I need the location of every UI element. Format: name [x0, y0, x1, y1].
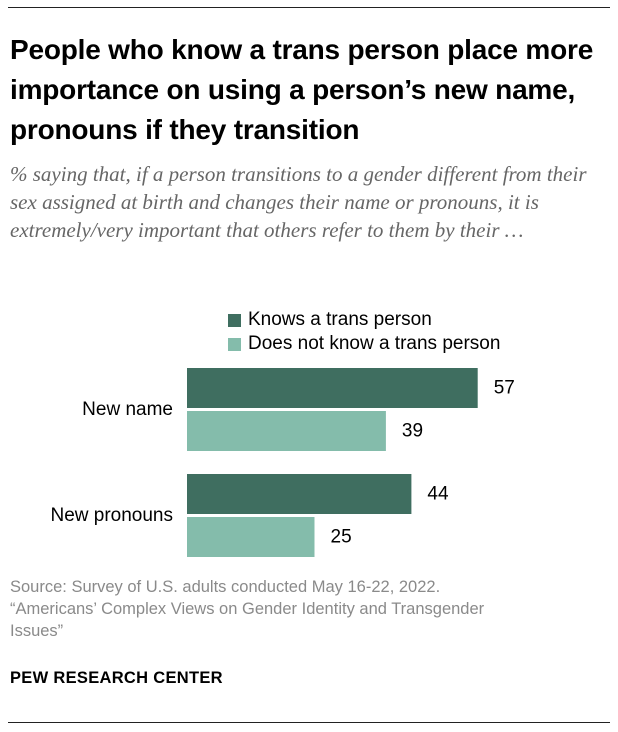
bar-new-pronouns-does-not-know: [187, 517, 315, 557]
source-line-2: “Americans’ Complex Views on Gender Identity and Transgender: [10, 600, 485, 618]
legend-item-does-not-know: [228, 332, 500, 356]
chart-subtitle: % saying that, if a person transitions to a gender different from their sex assigned at birth and changes their name or pronouns, it is extremely/very important that others refer to them by their …: [10, 162, 587, 242]
category-label-new-pronouns: New pronouns: [50, 505, 173, 526]
bar-chart: [0, 355, 618, 565]
legend-item-knows: [228, 308, 500, 332]
chart-title: People who know a trans person place more importance on using a person’s new name, pronouns if they transition: [10, 34, 594, 145]
legend-swatch-knows: [228, 314, 241, 327]
value-label-new-pronouns-knows: 44: [427, 483, 449, 505]
value-label-new-pronouns-does-not-know: 25: [330, 526, 352, 548]
legend-label-does-not-know: Does not know a trans person: [248, 333, 501, 354]
bar-new-name-knows: [187, 368, 478, 408]
source-note: [10, 576, 610, 642]
bar-new-name-does-not-know: [187, 411, 386, 451]
legend-swatch-does-not-know: [228, 338, 241, 351]
source-line-1: Source: Survey of U.S. adults conducted May 16-22, 2022.: [10, 578, 441, 596]
legend-label-knows: Knows a trans person: [248, 309, 432, 330]
legend: [228, 308, 500, 356]
value-label-new-name-does-not-know: 39: [401, 420, 424, 442]
brand-name: PEW RESEARCH CENTER: [10, 669, 223, 687]
category-label-new-name: New name: [82, 399, 173, 420]
value-label-new-name-knows: 57: [493, 377, 515, 399]
top-rule: [8, 7, 610, 8]
source-line-3: Issues”: [10, 622, 64, 640]
bottom-rule: [8, 722, 610, 723]
bar-new-pronouns-knows: [187, 474, 411, 514]
